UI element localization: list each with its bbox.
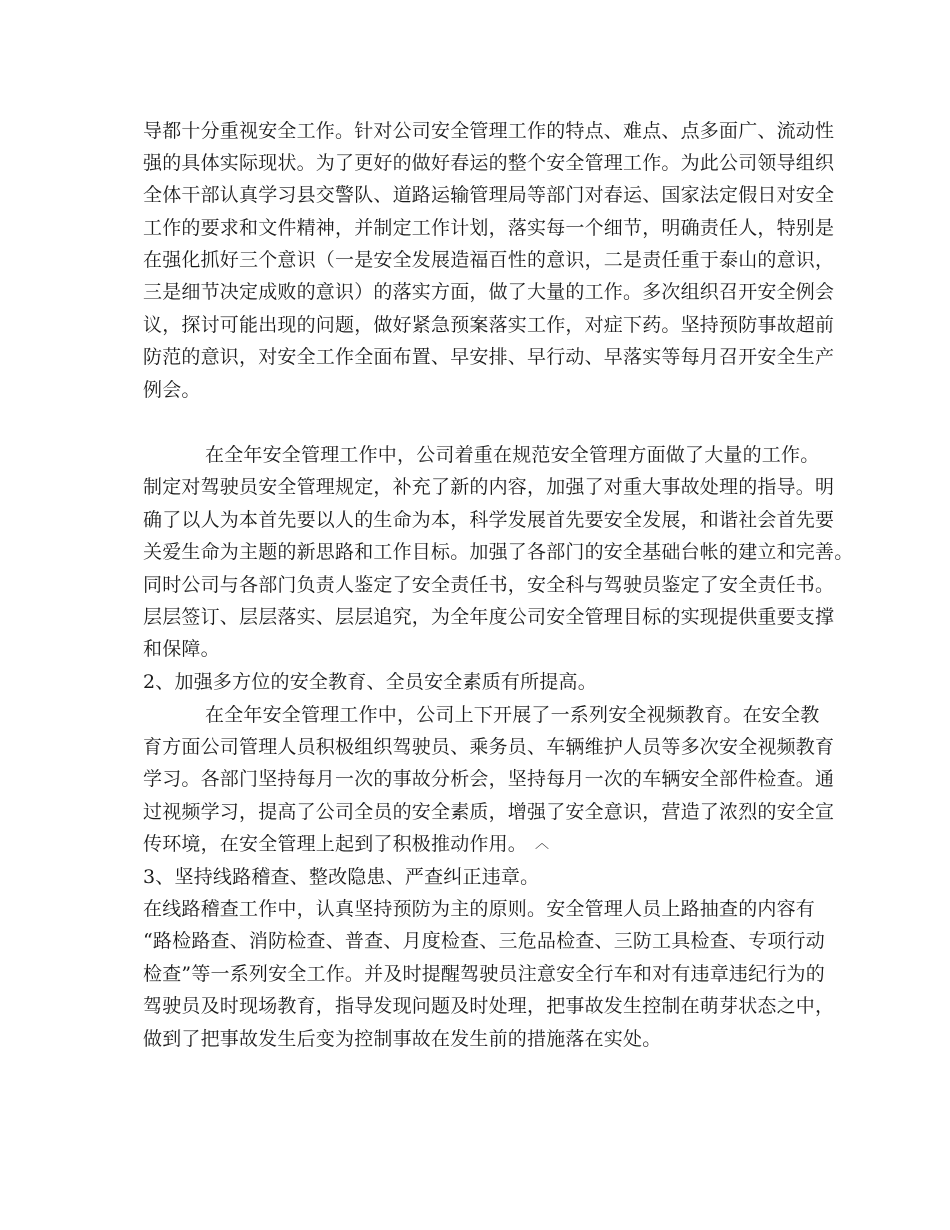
text-line: 层层签订、层层落实、层层追究，为全年度公司安全管理目标的实现提供重要支撑 <box>143 606 835 628</box>
text-line: 例会。 <box>143 379 201 401</box>
text-line: 导都十分重视安全工作。针对公司安全管理工作的特点、难点、点多面广、流动性 <box>143 120 835 142</box>
text-line: 确了以人为本首先要以人的生命为本，科学发展首先要安全发展，和谐社会首先要 <box>143 509 835 531</box>
paragraph-first-line: 在全年安全管理工作中，公司着重在规范安全管理方面做了大量的工作。 <box>205 444 820 466</box>
text-line: 做到了把事故发生后变为控制事故在发生前的措施落在实处。 <box>143 1028 662 1050</box>
text-line: 同时公司与各部门负责人鉴定了安全责任书，安全科与驾驶员鉴定了安全责任书。 <box>143 574 835 596</box>
text-line: 和保障。 <box>143 638 220 660</box>
section-heading: 3、坚持线路稽查、整改隐患、严查纠正违章。 <box>143 866 540 888</box>
text-line: 检查”等一系列安全工作。并及时提醒驾驶员注意安全行车和对有违章违纪行为的 <box>143 963 825 985</box>
text-line: 关爱生命为主题的新思路和工作目标。加强了各部门的安全基础台帐的建立和完善。 <box>143 541 854 563</box>
paragraph-first-line: 在全年安全管理工作中，公司上下开展了一系列安全视频教育。在安全教 <box>205 704 820 726</box>
text-line: 议，探讨可能出现的问题，做好紧急预案落实工作，对症下药。坚持预防事故超前 <box>143 314 835 336</box>
text-line: 三是细节决定成败的意识）的落实方面，做了大量的工作。多次组织召开安全例会 <box>143 281 835 303</box>
text-line: 学习。各部门坚持每月一次的事故分析会，坚持每月一次的车辆安全部件检查。通 <box>143 768 835 790</box>
text-line: 在强化抓好三个意识（一是安全发展造福百性的意识，二是责任重于泰山的意识， <box>143 249 835 271</box>
text-line: 强的具体实际现状。为了更好的做好春运的整个安全管理工作。为此公司领导组织 <box>143 152 835 174</box>
text-line: 防范的意识，对安全工作全面布置、早安排、早行动、早落实等每月召开安全生产 <box>143 346 835 368</box>
text-line: 育方面公司管理人员积极组织驾驶员、乘务员、车辆维护人员等多次安全视频教育 <box>143 736 835 758</box>
text-line: 工作的要求和文件精神，并制定工作计划，落实每一个细节，明确责任人，特别是 <box>143 217 835 239</box>
text-line: 制定对驾驶员安全管理规定，补充了新的内容，加强了对重大事故处理的指导。明 <box>143 476 835 498</box>
text-line: 在线路稽查工作中，认真坚持预防为主的原则。安全管理人员上路抽查的内容有 <box>143 898 816 920</box>
text-line: 传环境，在安全管理上起到了积极推动作用。 <box>143 833 528 855</box>
section-heading: 2、加强多方位的安全教育、全员安全素质有所提高。 <box>143 671 597 693</box>
text-line: 过视频学习，提高了公司全员的安全素质，增强了安全意识，营造了浓烈的安全宣 <box>143 801 835 823</box>
caret-up-icon: ︿ <box>535 836 550 852</box>
text-line: 驾驶员及时现场教育，指导发现问题及时处理，把事故发生控制在萌芽状态之中， <box>143 995 835 1017</box>
text-line-with-caret <box>143 829 549 859</box>
text-line: “路检路查、消防检查、普查、月度检查、三危品检查、三防工具检查、专项行动 <box>143 930 825 952</box>
text-line: 全体干部认真学习县交警队、道路运输管理局等部门对春运、国家法定假日对安全 <box>143 184 835 206</box>
